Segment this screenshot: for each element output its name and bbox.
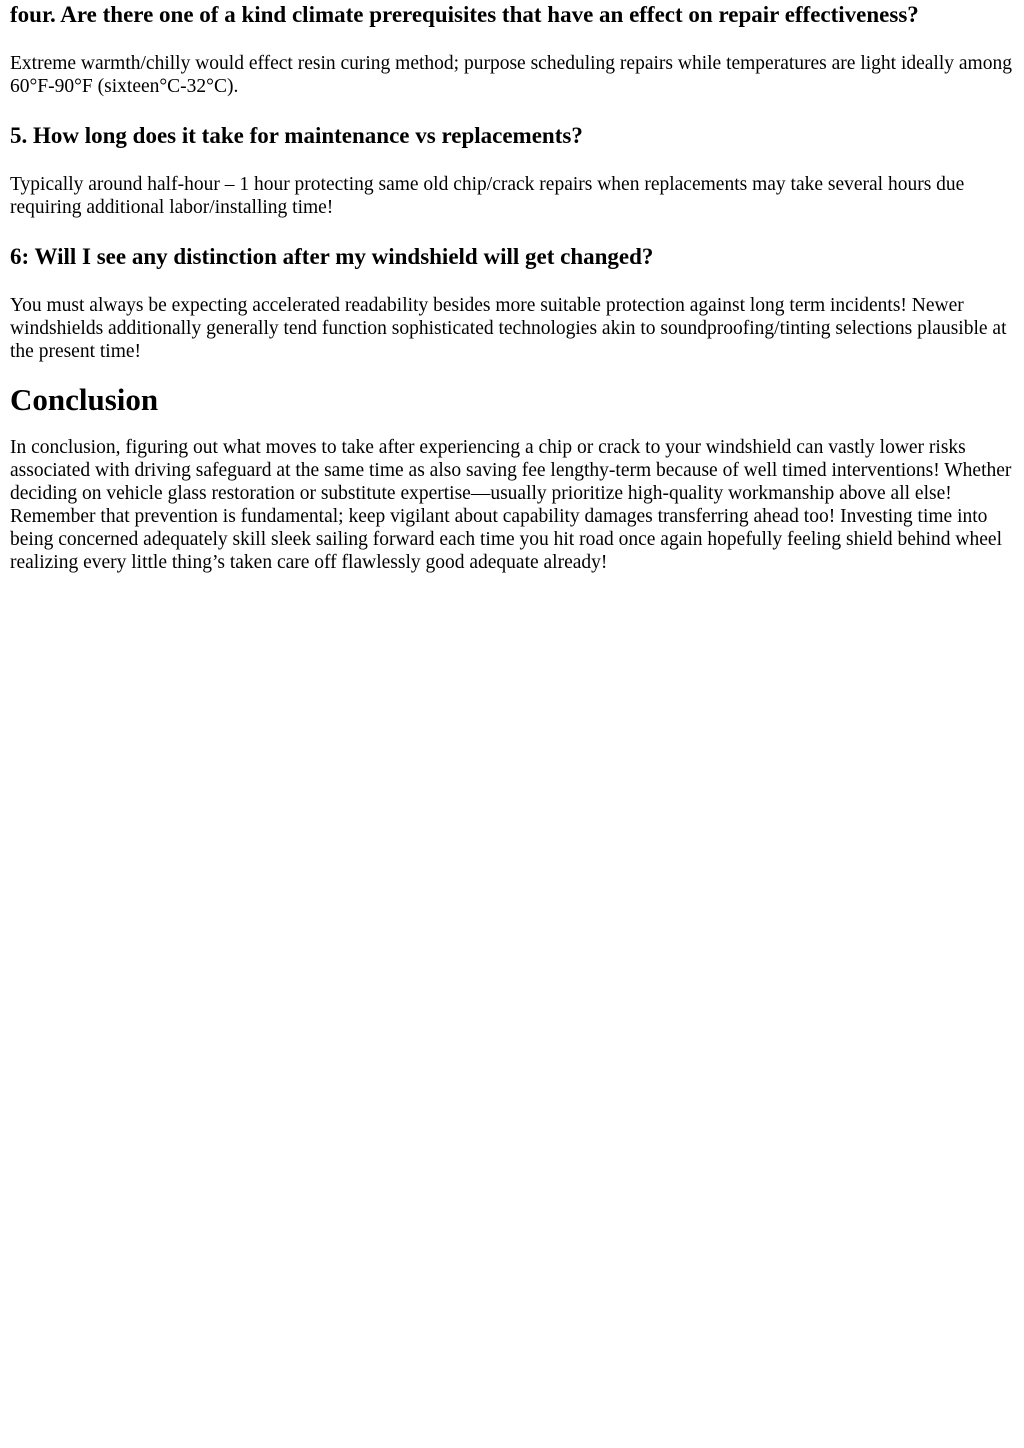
faq-question-5: 5. How long does it take for maintenance vs replacements?: [10, 123, 583, 148]
faq-answer-6: You must always be expecting accelerated readability besides more suitable protection against long term incidents! Newer windshields additionally generally tend function sophisticated technologies akin to soundproofing/tinting selections plausible at the present time!: [10, 295, 1007, 362]
faq-answer-4: Extreme warmth/chilly would effect resin curing method; purpose scheduling repairs while temperatures are light ideally among 60°F-90°F (sixteen°C-32°C).: [10, 53, 1012, 97]
faq-question-6: 6: Will I see any distinction after my windshield will get changed?: [10, 244, 654, 269]
conclusion-paragraph: In conclusion, figuring out what moves to take after experiencing a chip or crack to your windshield can vastly lower risks associated with driving safeguard at the same time as also saving fee lengthy-term because of well timed interventions! Whether deciding on vehicle glass restoration or substitute expertise—usually prioritize high-quality workmanship above all else! Remember that prevention is fundamental; keep vigilant about capability damages transferring ahead too! Investing time into being concerned adequately skill sleek sailing forward each time you hit road once again hopefully feeling shield behind wheel realizing every little thing’s taken care off flawlessly good adequate already!: [10, 437, 1012, 573]
faq-question-4: four. Are there one of a kind climate prerequisites that have an effect on repair effectiveness?: [10, 2, 919, 27]
faq-answer-5: Typically around half-hour – 1 hour protecting same old chip/crack repairs when replacements may take several hours due requiring additional labor/installing time!: [10, 174, 965, 218]
conclusion-heading: Conclusion: [10, 382, 159, 417]
article-body: [0, 2, 1024, 574]
